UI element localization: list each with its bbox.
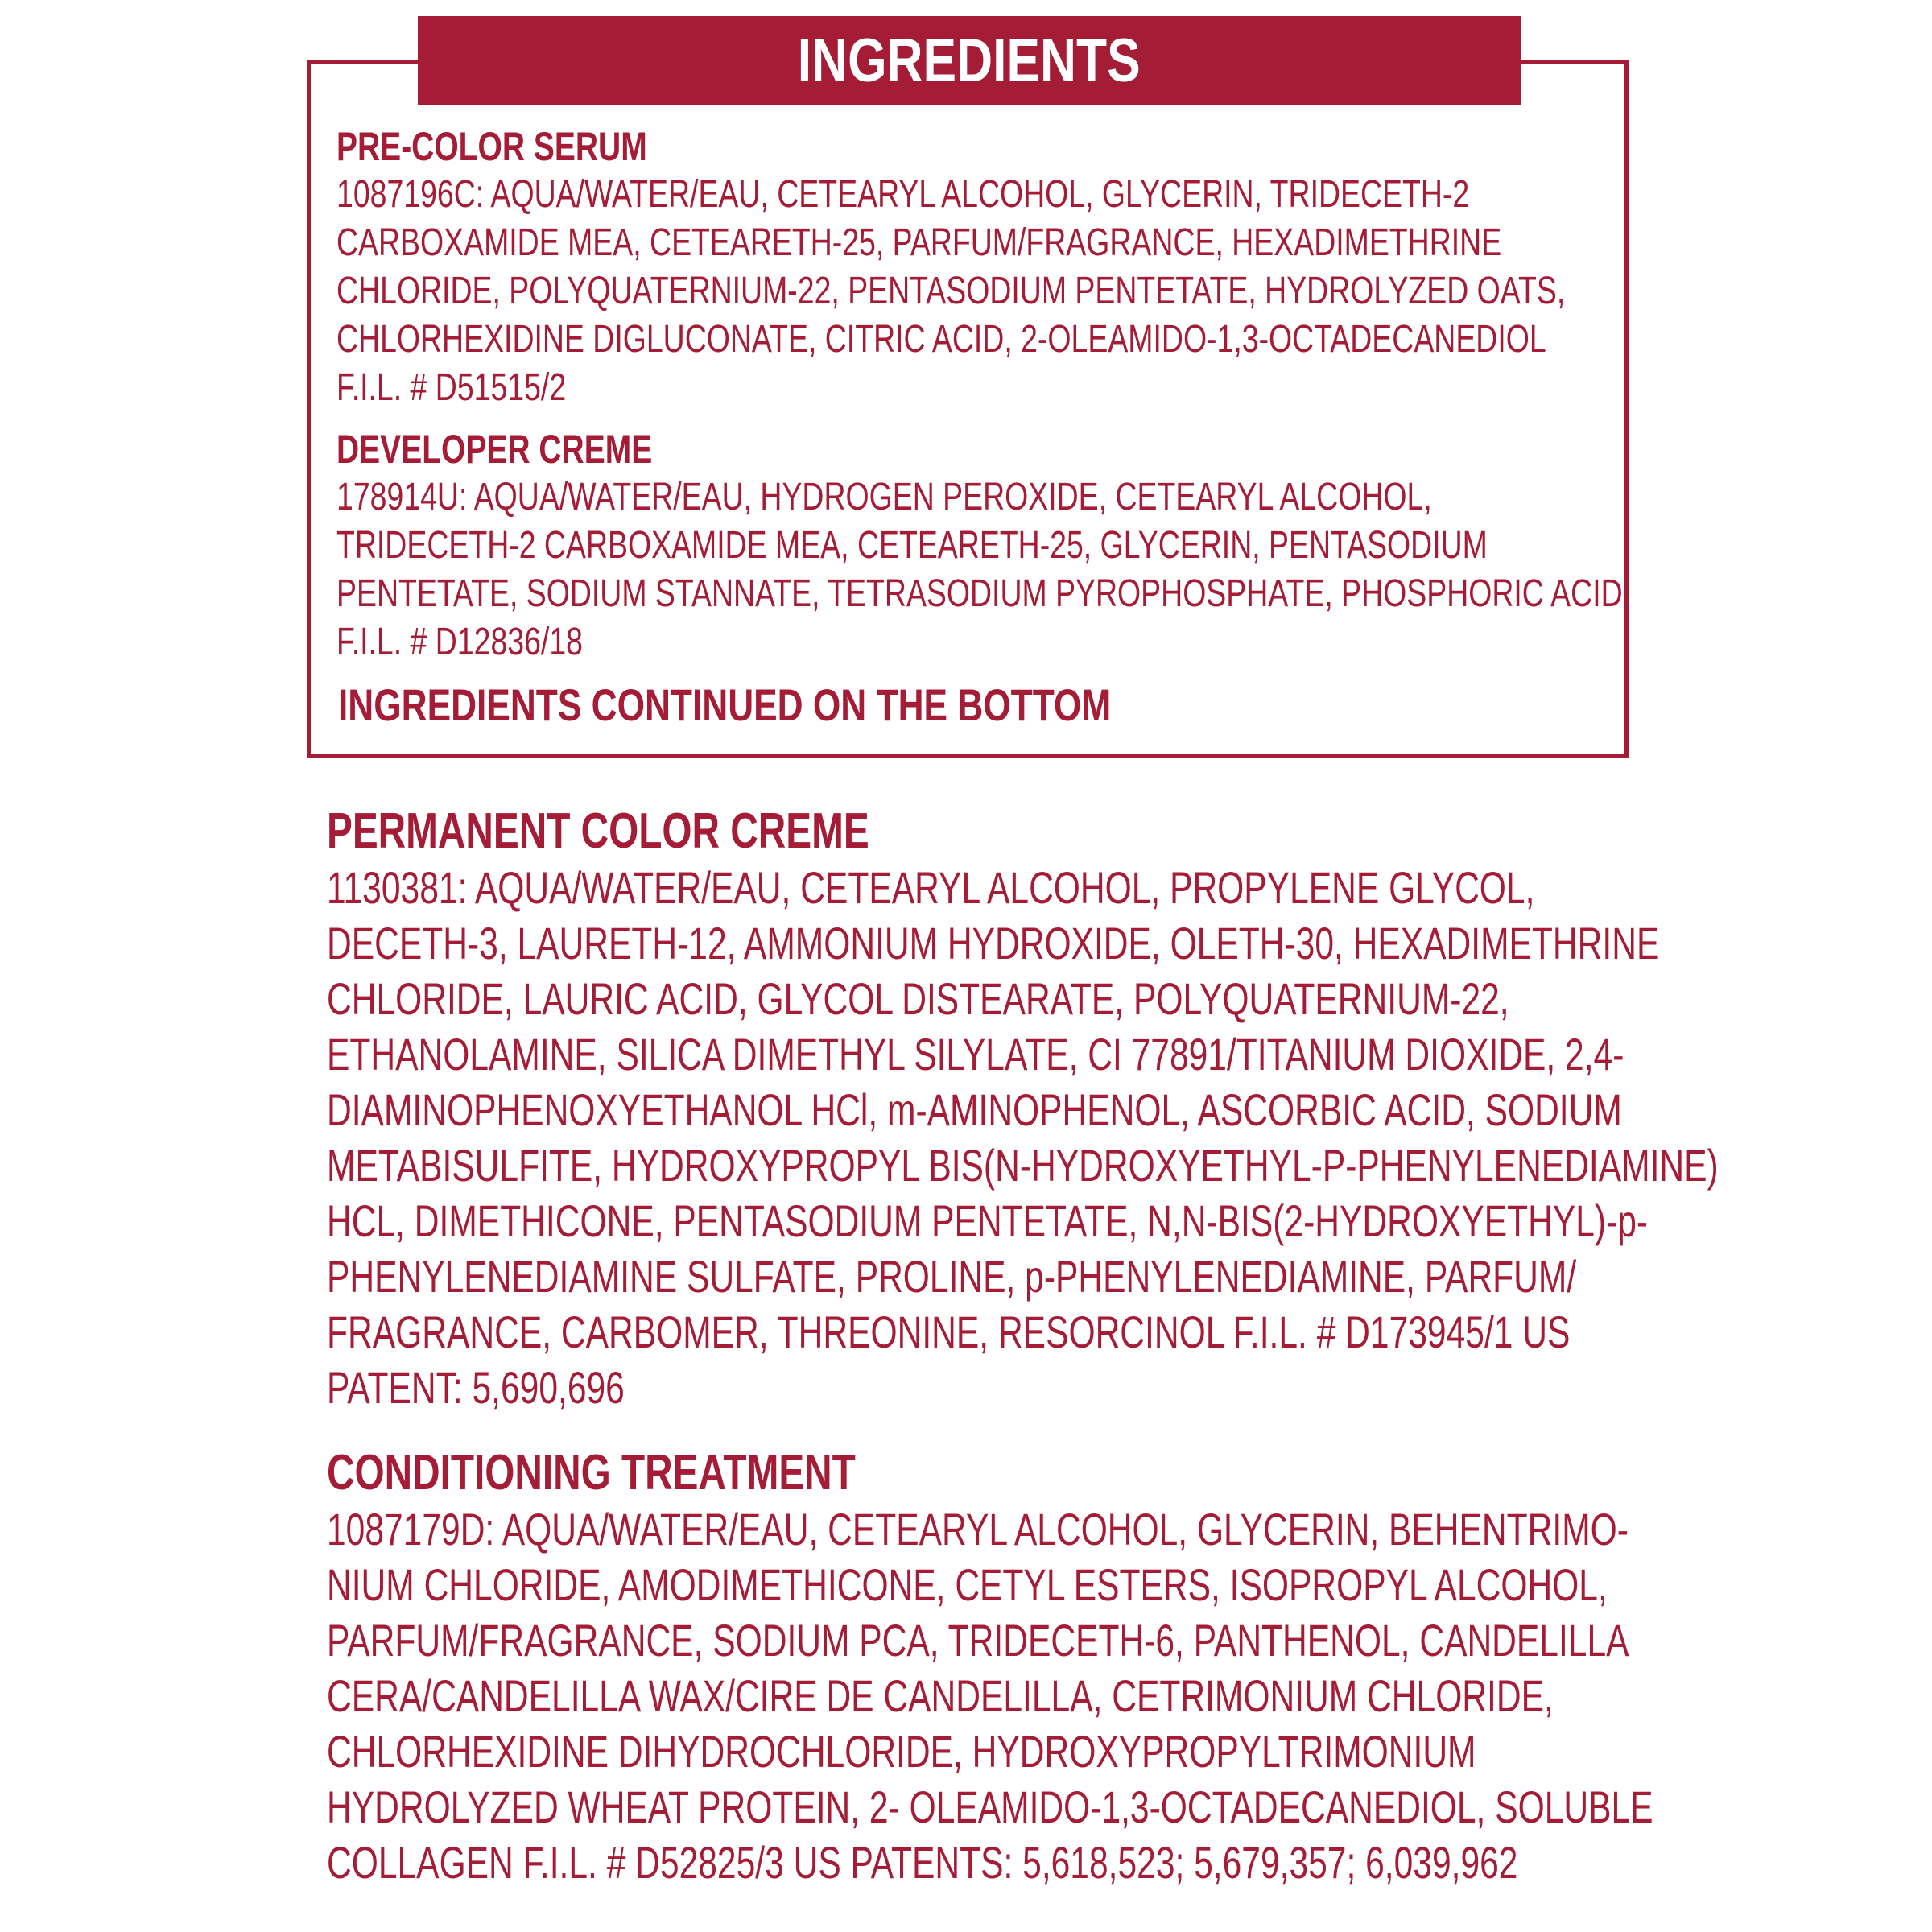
ingredient-line: 1087196C: AQUA/WATER/EAU, CETEARYL ALCOHOL, GLYCERIN, TRIDECETH-2	[336, 173, 1470, 216]
ingredient-line: F.I.L. # D51515/2	[336, 366, 567, 409]
section-pre-color-serum	[336, 122, 1912, 412]
ingredients-title: INGREDIENTS	[798, 26, 1141, 95]
section-developer-creme	[336, 425, 1932, 667]
section-heading: PRE-COLOR SERUM	[336, 124, 647, 169]
section-heading: PERMANENT COLOR CREME	[327, 803, 869, 859]
ingredient-line: DIAMINOPHENOXYETHANOL HCl, m-AMINOPHENOL, ASCORBIC ACID, SODIUM	[327, 1084, 1622, 1135]
ingredient-line: CHLORHEXIDINE DIHYDROCHLORIDE, HYDROXYPROPYLTRIMONIUM	[327, 1726, 1476, 1777]
ingredient-line: HCL, DIMETHICONE, PENTASODIUM PENTETATE, N,N-BIS(2-HYDROXYETHYL)-p-	[327, 1195, 1649, 1246]
ingredient-line: F.I.L. # D12836/18	[336, 621, 583, 663]
ingredient-line: PHENYLENEDIAMINE SULFATE, PROLINE, p-PHENYLENEDIAMINE, PARFUM/	[327, 1251, 1577, 1302]
ingredient-line: CARBOXAMIDE MEA, CETEARETH-25, PARFUM/FRAGRANCE, HEXADIMETHRINE	[336, 221, 1502, 264]
section-heading: CONDITIONING TREATMENT	[327, 1445, 856, 1501]
ingredient-line: PATENT: 5,690,696	[327, 1362, 625, 1413]
ingredient-line: CERA/CANDELILLA WAX/CIRE DE CANDELILLA, CETRIMONIUM CHLORIDE,	[327, 1670, 1554, 1721]
section-permanent-color-creme	[327, 803, 1932, 1415]
section-conditioning-treatment	[327, 1445, 1932, 1890]
ingredient-line: CHLORHEXIDINE DIGLUCONATE, CITRIC ACID, 2-OLEAMIDO-1,3-OCTADECANEDIOL	[336, 318, 1546, 361]
ingredient-line: PARFUM/FRAGRANCE, SODIUM PCA, TRIDECETH-6, PANTHENOL, CANDELILLA	[327, 1615, 1629, 1666]
continued-note: INGREDIENTS CONTINUED ON THE BOTTOM	[338, 679, 1112, 730]
ingredient-line: FRAGRANCE, CARBOMER, THREONINE, RESORCINOL F.I.L. # D173945/1 US	[327, 1307, 1571, 1357]
ingredient-line: 178914U: AQUA/WATER/EAU, HYDROGEN PEROXIDE, CETEARYL ALCOHOL,	[336, 476, 1432, 518]
ingredient-line: METABISULFITE, HYDROXYPROPYL BIS(N-HYDROXYETHYL-P-PHENYLENEDIAMINE)	[327, 1140, 1719, 1191]
ingredient-line: DECETH-3, LAURETH-12, AMMONIUM HYDROXIDE, OLETH-30, HEXADIMETHRINE	[327, 918, 1660, 968]
ingredient-line: 1087179D: AQUA/WATER/EAU, CETEARYL ALCOHOL, GLYCERIN, BEHENTRIMO-	[327, 1504, 1629, 1554]
ingredient-line: ETHANOLAMINE, SILICA DIMETHYL SILYLATE, CI 77891/TITANIUM DIOXIDE, 2,4-	[327, 1029, 1624, 1080]
ingredient-line: CHLORIDE, POLYQUATERNIUM-22, PENTASODIUM PENTETATE, HYDROLYZED OATS,	[336, 270, 1566, 312]
ingredient-line: NIUM CHLORIDE, AMODIMETHICONE, CETYL ESTERS, ISOPROPYL ALCOHOL,	[327, 1559, 1608, 1610]
ingredient-line: COLLAGEN F.I.L. # D52825/3 US PATENTS: 5,618,523; 5,679,357; 6,039,962	[327, 1837, 1518, 1888]
ingredient-line: 1130381: AQUA/WATER/EAU, CETEARYL ALCOHOL, PROPYLENE GLYCOL,	[327, 862, 1535, 913]
ingredient-line: TRIDECETH-2 CARBOXAMIDE MEA, CETEARETH-25, GLYCERIN, PENTASODIUM	[336, 524, 1488, 567]
ingredient-line: CHLORIDE, LAURIC ACID, GLYCOL DISTEARATE, POLYQUATERNIUM-22,	[327, 973, 1509, 1024]
section-heading: DEVELOPER CREME	[336, 427, 653, 472]
ingredient-line: PENTETATE, SODIUM STANNATE, TETRASODIUM PYROPHOSPHATE, PHOSPHORIC ACID	[336, 572, 1623, 615]
ingredients-title-bar	[418, 16, 1521, 105]
ingredient-line: HYDROLYZED WHEAT PROTEIN, 2- OLEAMIDO-1,3-OCTADECANEDIOL, SOLUBLE	[327, 1781, 1653, 1832]
